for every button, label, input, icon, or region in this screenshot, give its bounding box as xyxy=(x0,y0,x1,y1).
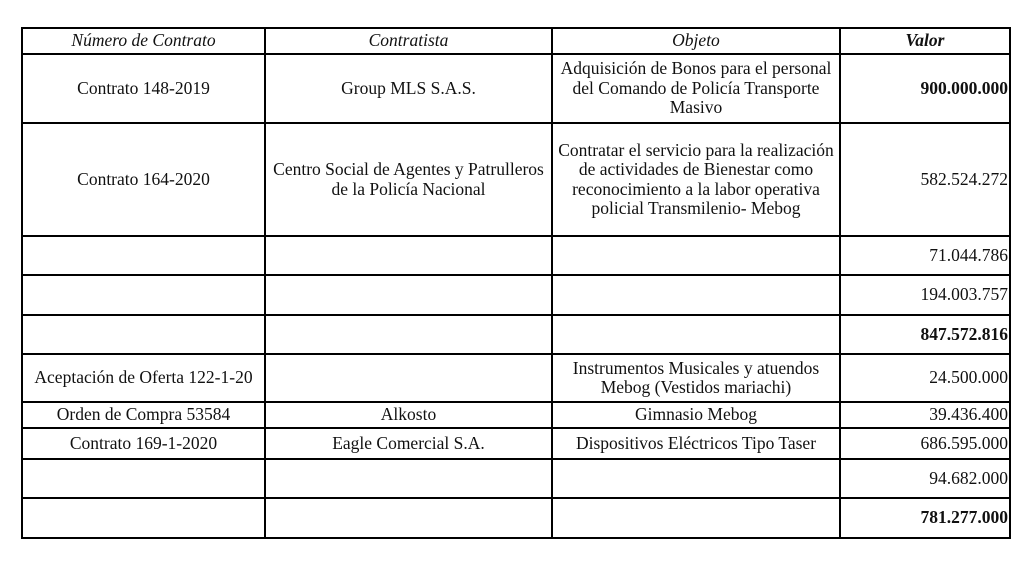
cell-objeto: Gimnasio Mebog xyxy=(552,402,840,428)
header-numero-contrato: Número de Contrato xyxy=(22,28,265,54)
cell-valor: 94.682.000 xyxy=(840,459,1010,498)
header-row xyxy=(22,28,1010,54)
cell-valor: 781.277.000 xyxy=(840,498,1010,538)
cell-objeto xyxy=(552,236,840,275)
cell-numero-contrato xyxy=(22,275,265,315)
cell-valor: 847.572.816 xyxy=(840,315,1010,354)
cell-valor: 582.524.272 xyxy=(840,123,1010,236)
table-row xyxy=(22,315,1010,354)
cell-numero-contrato: Contrato 169-1-2020 xyxy=(22,428,265,459)
cell-contratista: Alkosto xyxy=(265,402,552,428)
cell-numero-contrato xyxy=(22,459,265,498)
cell-numero-contrato: Orden de Compra 53584 xyxy=(22,402,265,428)
cell-numero-contrato xyxy=(22,236,265,275)
cell-numero-contrato: Contrato 148-2019 xyxy=(22,54,265,123)
cell-valor: 194.003.757 xyxy=(840,275,1010,315)
cell-objeto xyxy=(552,459,840,498)
cell-valor: 71.044.786 xyxy=(840,236,1010,275)
cell-valor: 24.500.000 xyxy=(840,354,1010,402)
table-row xyxy=(22,459,1010,498)
cell-contratista xyxy=(265,498,552,538)
header-objeto: Objeto xyxy=(552,28,840,54)
cell-contratista xyxy=(265,236,552,275)
header-contratista: Contratista xyxy=(265,28,552,54)
table-row xyxy=(22,402,1010,428)
cell-contratista: Group MLS S.A.S. xyxy=(265,54,552,123)
cell-objeto: Dispositivos Eléctricos Tipo Taser xyxy=(552,428,840,459)
cell-valor: 686.595.000 xyxy=(840,428,1010,459)
table-row xyxy=(22,236,1010,275)
cell-objeto: Adquisición de Bonos para el personal del Comando de Policía Transporte Masivo xyxy=(552,54,840,123)
table-row xyxy=(22,275,1010,315)
cell-valor: 900.000.000 xyxy=(840,54,1010,123)
table-row xyxy=(22,428,1010,459)
cell-numero-contrato xyxy=(22,315,265,354)
cell-numero-contrato: Contrato 164-2020 xyxy=(22,123,265,236)
cell-objeto: Contratar el servicio para la realización de actividades de Bienestar como reconocimiento a la labor operativa policial Transmilenio- Mebog xyxy=(552,123,840,236)
header-valor: Valor xyxy=(840,28,1010,54)
cell-numero-contrato: Aceptación de Oferta 122-1-20 xyxy=(22,354,265,402)
cell-contratista: Centro Social de Agentes y Patrulleros de la Policía Nacional xyxy=(265,123,552,236)
table-row xyxy=(22,498,1010,538)
cell-objeto xyxy=(552,275,840,315)
cell-contratista xyxy=(265,354,552,402)
cell-objeto xyxy=(552,315,840,354)
table-row xyxy=(22,354,1010,402)
cell-contratista xyxy=(265,275,552,315)
table-row xyxy=(22,123,1010,236)
cell-contratista xyxy=(265,315,552,354)
cell-contratista: Eagle Comercial S.A. xyxy=(265,428,552,459)
cell-valor: 39.436.400 xyxy=(840,402,1010,428)
cell-objeto: Instrumentos Musicales y atuendos Mebog (Vestidos mariachi) xyxy=(552,354,840,402)
cell-objeto xyxy=(552,498,840,538)
table-row xyxy=(22,54,1010,123)
contracts-table xyxy=(21,27,1011,539)
cell-numero-contrato xyxy=(22,498,265,538)
cell-contratista xyxy=(265,459,552,498)
